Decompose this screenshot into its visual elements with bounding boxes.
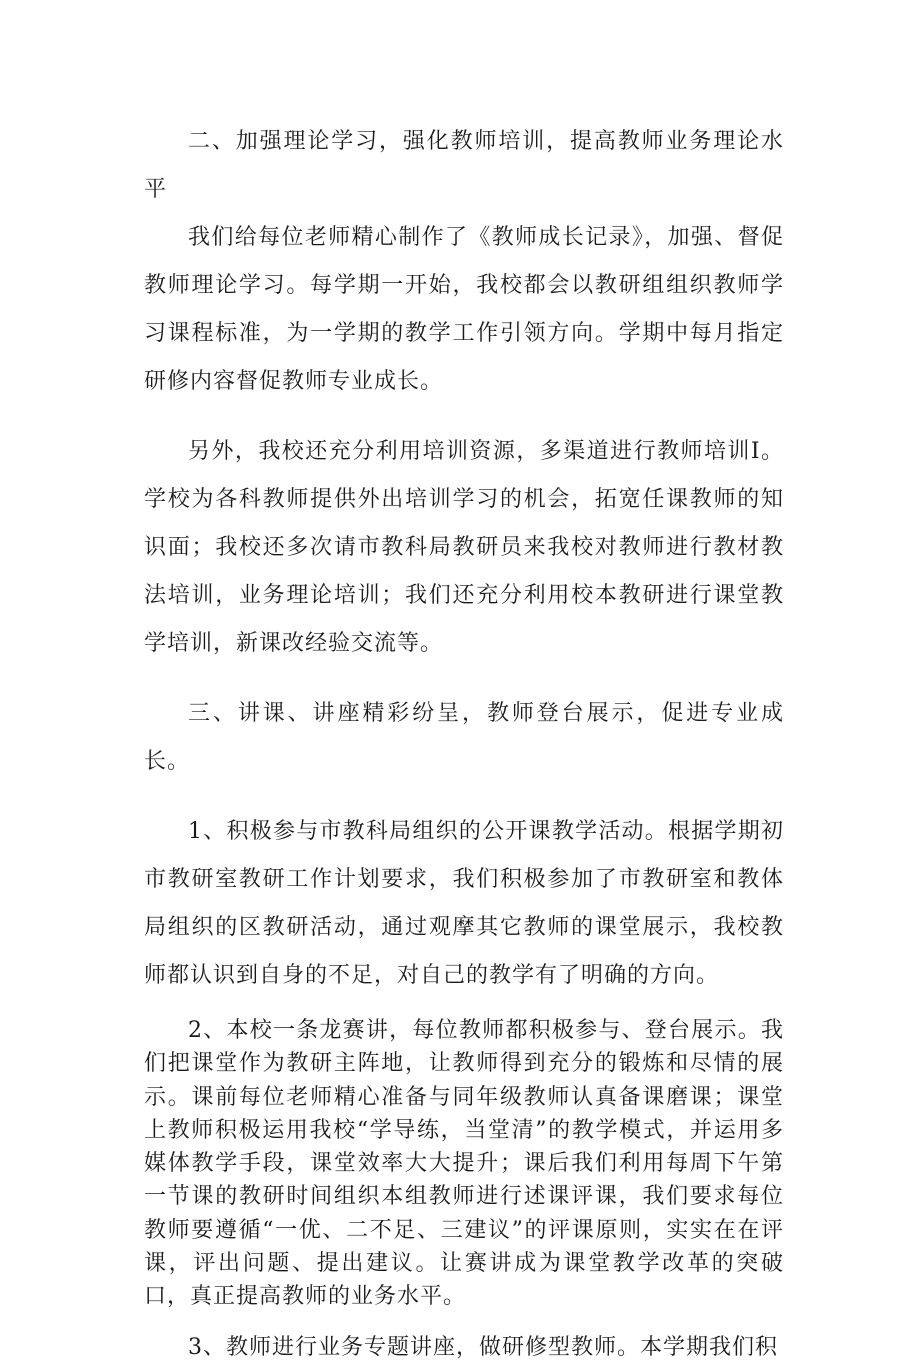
- document-body: [144, 118, 784, 1372]
- section-heading-3: 三、讲课、讲座精彩纷呈，教师登台展示，促进专业成长。: [144, 701, 784, 774]
- paragraph-gap: [144, 786, 784, 808]
- paragraph-special-lectures: 3、教师进行业务专题讲座，做研修型教师。本学期我们积: [188, 1334, 778, 1360]
- paragraph-gap: [144, 406, 784, 428]
- paragraph-training-resources: 另外，我校还充分利用培训资源，多渠道进行教师培训I。学校为各科教师提供外出培训学习的机会，拓宽任课教师的知识面；我校还多次请市教科局教研员来我校对教师进行教材教法培训，业务理论培训；我们还充分利用校本教研进行课堂教学培训，新课改经验交流等。: [144, 439, 784, 656]
- section-heading-2: 二、加强理论学习，强化教师培训，提高教师业务理论水平: [144, 129, 784, 202]
- paragraph-open-class-activities: 1、积极参与市教科局组织的公开课教学活动。根据学期初市教研室教研工作计划要求，我们积极参加了市教研室和教体局组织的区教研活动，通过观摩其它教师的课堂展示，我校教师都认识到自身的不足，对自己的教学有了明确的方向。: [144, 819, 784, 988]
- paragraph-teacher-growth-record: 我们给每位老师精心制作了《教师成长记录》，加强、督促教师理论学习。每学期一开始，我校都会以教研组组织教师学习课程标准，为一学期的教学工作引领方向。学期中每月指定研修内容督促教师专业成长。: [144, 225, 784, 394]
- paragraph-gap: [144, 668, 784, 690]
- paragraph-gap: [144, 1000, 784, 1014]
- paragraph-teaching-contest: 2、本校一条龙赛讲，每位教师都积极参与、登台展示。我们把课堂作为教研主阵地，让教师得到充分的锻炼和尽情的展示。课前每位老师精心准备与同年级教师认真备课磨课；课堂上教师积极运用我校“学导练，当堂清”的教学模式，并运用多媒体教学手段，课堂效率大大提升；课后我们利用每周下午第一节课的教研时间组织本组教师进行述课评课，我们要求每位教师要遵循“一优、二不足、三建议”的评课原则，实实在在评课，评出问题、提出建议。让赛讲成为课堂教学改革的突破口，真正提高教师的业务水平。: [144, 1018, 784, 1310]
- paragraph-gap: [144, 1314, 784, 1324]
